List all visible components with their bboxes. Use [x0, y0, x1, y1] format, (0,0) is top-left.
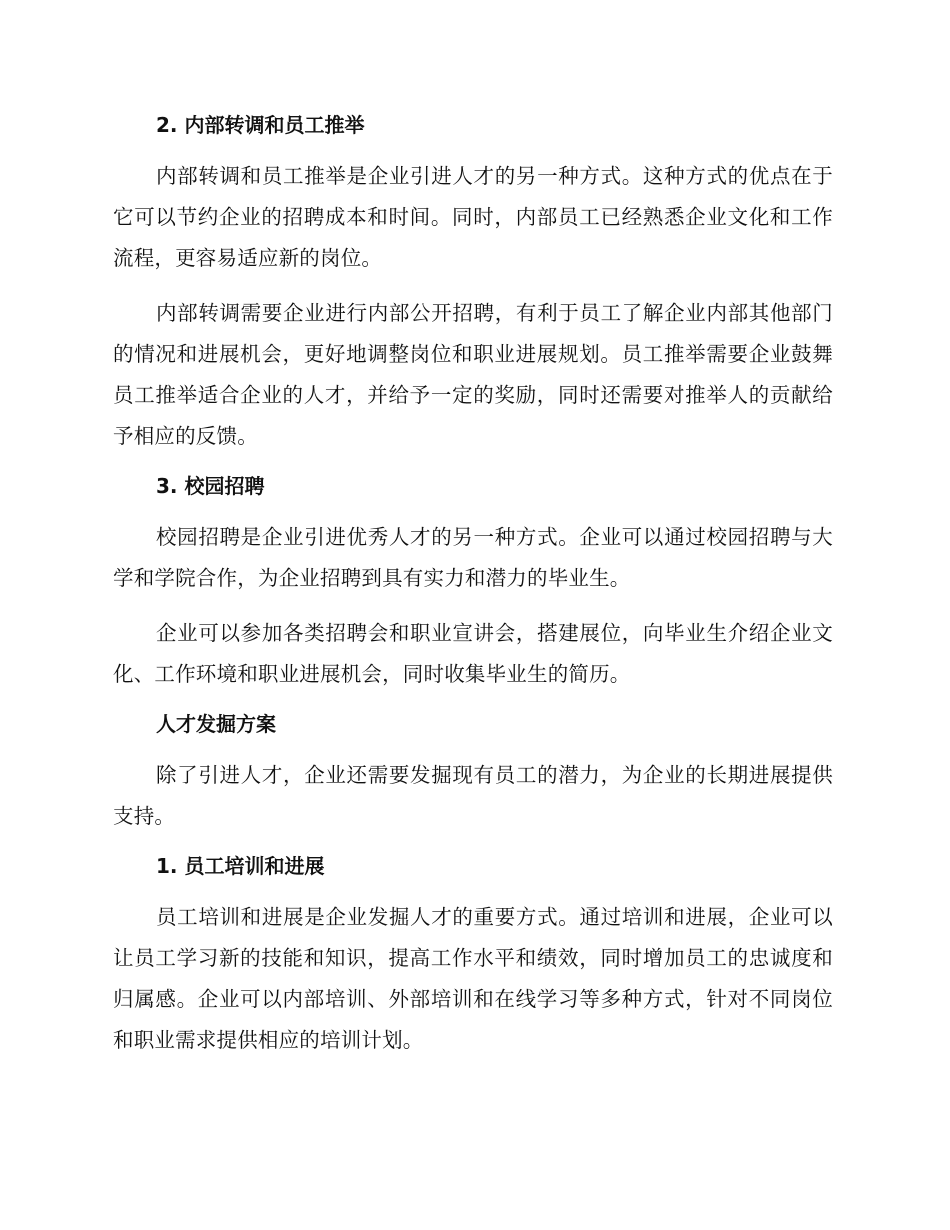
paragraph: 校园招聘是企业引进优秀人才的另一种方式。企业可以通过校园招聘与大学和学院合作，为企业招聘到具有实力和潜力的毕业生。: [113, 525, 833, 590]
paragraph: 企业可以参加各类招聘会和职业宣讲会，搭建展位，向毕业生介绍企业文化、工作环境和职业进展机会，同时收集毕业生的简历。: [113, 621, 833, 686]
section-heading-campus-recruitment: 3. 校园招聘: [156, 474, 265, 498]
paragraph: 除了引进人才，企业还需要发掘现有员工的潜力，为企业的长期进展提供支持。: [113, 763, 833, 828]
document-body: [113, 110, 833, 1075]
section-heading-internal-transfer: 2. 内部转调和员工推举: [156, 113, 365, 137]
paragraph: 员工培训和进展是企业发掘人才的重要方式。通过培训和进展，企业可以让员工学习新的技能和知识，提高工作水平和绩效，同时增加员工的忠诚度和归属感。企业可以内部培训、外部培训和在线学习等多种方式，针对不同岗位和职业需求提供相应的培训计划。: [113, 905, 833, 1052]
paragraph: 内部转调需要企业进行内部公开招聘，有利于员工了解企业内部其他部门的情况和进展机会，更好地调整岗位和职业进展规划。员工推举需要企业鼓舞员工推举适合企业的人才，并给予一定的奖励，同时还需要对推举人的贡献给予相应的反馈。: [113, 301, 833, 448]
section-heading-talent-development-plan: 人才发掘方案: [156, 712, 276, 736]
section-heading-employee-training: 1. 员工培训和进展: [156, 854, 325, 878]
paragraph: 内部转调和员工推举是企业引进人才的另一种方式。这种方式的优点在于它可以节约企业的招聘成本和时间。同时，内部员工已经熟悉企业文化和工作流程，更容易适应新的岗位。: [113, 164, 833, 270]
